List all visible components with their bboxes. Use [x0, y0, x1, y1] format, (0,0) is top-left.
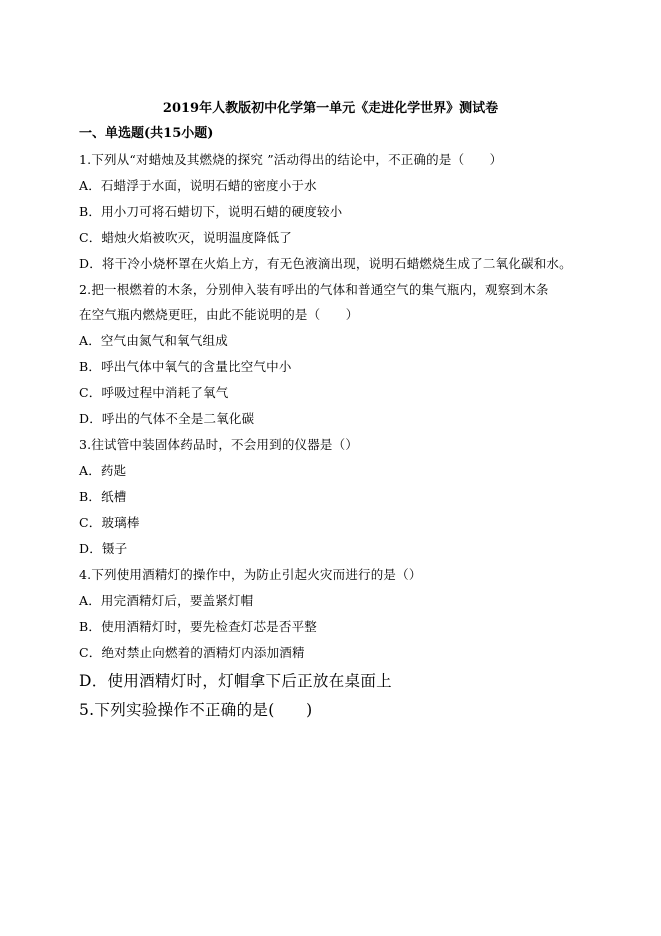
question-3-option-b: B．纸槽 — [79, 489, 127, 504]
question-3-option-c: C．玻璃棒 — [79, 515, 140, 530]
question-4-stem: 4.下列使用酒精灯的操作中，为防止引起火灾而进行的是（） — [79, 567, 422, 582]
question-4-option-a: A．用完酒精灯后，要盖紧灯帽 — [79, 593, 254, 608]
question-5-stem: 5.下列实验操作不正确的是( ) — [79, 701, 313, 719]
question-3-option-d: D．镊子 — [79, 541, 128, 556]
question-1-option-c: C．蜡烛火焰被吹灭，说明温度降低了 — [79, 230, 292, 245]
question-4-option-d: D．使用酒精灯时，灯帽拿下后正放在桌面上 — [79, 672, 392, 690]
section-heading: 一、单选题(共15小题) — [79, 126, 214, 141]
question-2-option-d: D．呼出的气体不全是二氧化碳 — [79, 411, 255, 426]
question-3-stem: 3.往试管中装固体药品时，不会用到的仪器是（） — [79, 437, 359, 452]
question-2-option-b: B．呼出气体中氧气的含量比空气中小 — [79, 359, 292, 374]
question-1-option-d: D．将干冷小烧杯罩在火焰上方，有无色液滴出现，说明石蜡燃烧生成了二氧化碳和水。 — [79, 256, 572, 271]
question-1-option-a: A．石蜡浮于水面，说明石蜡的密度小于水 — [79, 178, 317, 193]
question-1-stem: 1.下列从“对蜡烛及其燃烧的探究 ”活动得出的结论中，不正确的是（ ） — [79, 152, 503, 167]
question-1-option-b: B．用小刀可将石蜡切下，说明石蜡的硬度较小 — [79, 204, 343, 219]
question-2-option-c: C．呼吸过程中消耗了氧气 — [79, 385, 229, 400]
question-2-stem-line-2: 在空气瓶内燃烧更旺，由此不能说明的是（ ） — [79, 307, 359, 322]
question-2-stem-line-1: 2.把一根燃着的木条，分别伸入装有呼出的气体和普通空气的集气瓶内，观察到木条 — [79, 282, 549, 297]
question-4-option-b: B．使用酒精灯时，要先检查灯芯是否平整 — [79, 619, 317, 634]
question-4-option-c: C．绝对禁止向燃着的酒精灯内添加酒精 — [79, 645, 305, 660]
question-2-option-a: A．空气由氮气和氧气组成 — [79, 333, 228, 348]
question-3-option-a: A．药匙 — [79, 463, 127, 478]
document-title: 2019年人教版初中化学第一单元《走进化学世界》测试卷 — [162, 101, 499, 116]
